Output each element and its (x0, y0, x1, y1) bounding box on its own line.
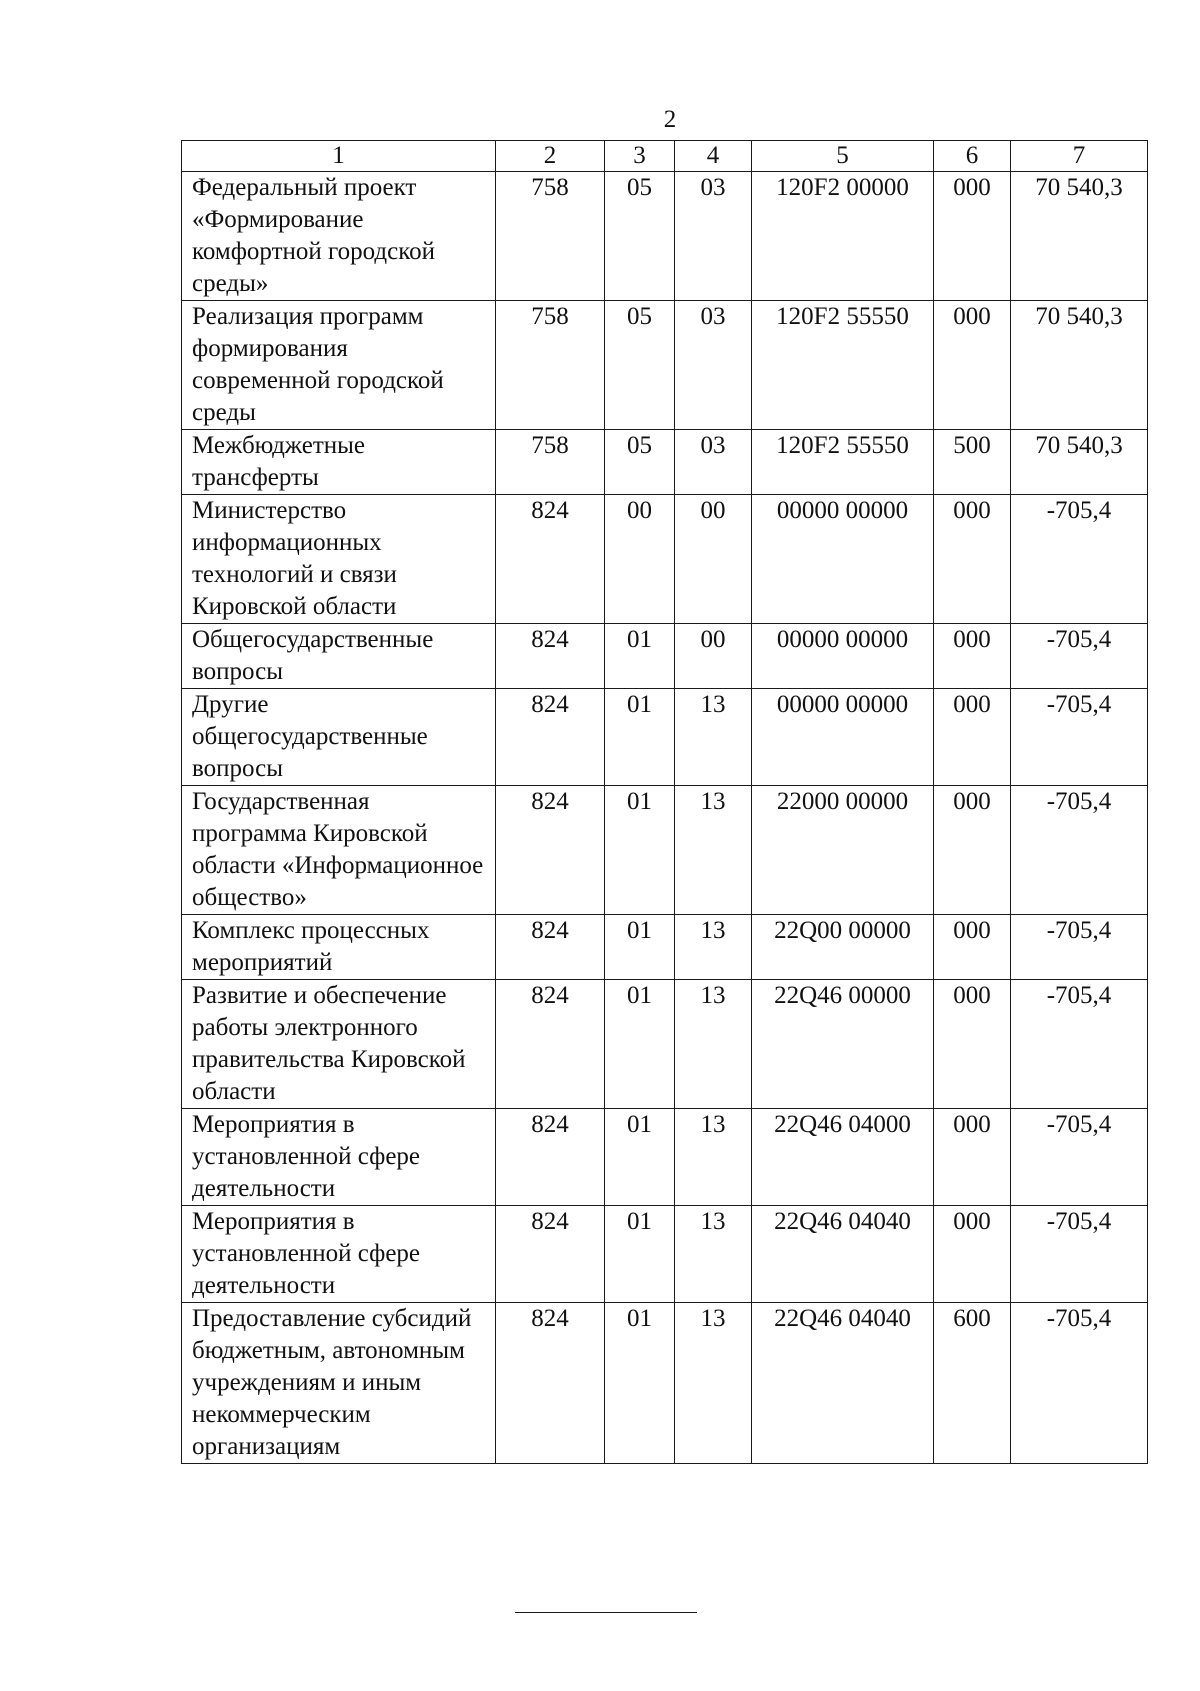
cell-name: Министерство информационных технологий и связи Кировской области (182, 495, 496, 624)
table-row (182, 172, 1148, 301)
cell-expense-type: 000 (934, 980, 1011, 1109)
cell-section: 01 (605, 689, 675, 786)
cell-section: 01 (605, 1206, 675, 1303)
cell-target-article: 22Q46 04040 (752, 1303, 934, 1464)
cell-name: Другие общегосударственные вопросы (182, 689, 496, 786)
cell-subsection: 13 (675, 1303, 752, 1464)
cell-ministry-code: 824 (496, 689, 605, 786)
cell-expense-type: 000 (934, 915, 1011, 980)
column-header: 5 (752, 141, 934, 172)
cell-ministry-code: 824 (496, 1303, 605, 1464)
cell-amount: -705,4 (1011, 980, 1148, 1109)
cell-subsection: 13 (675, 786, 752, 915)
cell-amount: -705,4 (1011, 495, 1148, 624)
cell-target-article: 00000 00000 (752, 689, 934, 786)
cell-amount: -705,4 (1011, 689, 1148, 786)
cell-expense-type: 500 (934, 430, 1011, 495)
cell-ministry-code: 824 (496, 1206, 605, 1303)
cell-section: 05 (605, 430, 675, 495)
cell-name: Комплекс процессных мероприятий (182, 915, 496, 980)
cell-expense-type: 000 (934, 1206, 1011, 1303)
cell-name: Федеральный проект «Формирование комфортной городской среды» (182, 172, 496, 301)
table-row (182, 915, 1148, 980)
cell-section: 05 (605, 301, 675, 430)
cell-subsection: 13 (675, 1109, 752, 1206)
cell-section: 01 (605, 915, 675, 980)
cell-expense-type: 000 (934, 624, 1011, 689)
cell-name: Мероприятия в установленной сфере деятельности (182, 1206, 496, 1303)
cell-amount: 70 540,3 (1011, 172, 1148, 301)
cell-target-article: 00000 00000 (752, 624, 934, 689)
cell-expense-type: 000 (934, 172, 1011, 301)
table-row (182, 430, 1148, 495)
cell-section: 00 (605, 495, 675, 624)
column-header: 4 (675, 141, 752, 172)
cell-expense-type: 600 (934, 1303, 1011, 1464)
cell-expense-type: 000 (934, 301, 1011, 430)
cell-expense-type: 000 (934, 786, 1011, 915)
cell-target-article: 120F2 55550 (752, 430, 934, 495)
cell-expense-type: 000 (934, 1109, 1011, 1206)
cell-expense-type: 000 (934, 495, 1011, 624)
cell-target-article: 22Q46 04000 (752, 1109, 934, 1206)
table-row (182, 980, 1148, 1109)
page-number: 2 (663, 106, 677, 133)
cell-ministry-code: 824 (496, 786, 605, 915)
cell-amount: 70 540,3 (1011, 301, 1148, 430)
table-row (182, 1206, 1148, 1303)
cell-subsection: 03 (675, 301, 752, 430)
cell-name: Предоставление субсидий бюджетным, автономным учреждениям и иным некоммерческим организациям (182, 1303, 496, 1464)
cell-ministry-code: 758 (496, 172, 605, 301)
cell-name: Межбюджетные трансферты (182, 430, 496, 495)
cell-amount: -705,4 (1011, 1109, 1148, 1206)
cell-target-article: 120F2 55550 (752, 301, 934, 430)
cell-amount: -705,4 (1011, 1303, 1148, 1464)
table-row (182, 624, 1148, 689)
column-header: 3 (605, 141, 675, 172)
table-row (182, 1303, 1148, 1464)
cell-section: 01 (605, 1109, 675, 1206)
footer-divider (515, 1612, 697, 1613)
cell-name: Мероприятия в установленной сфере деятельности (182, 1109, 496, 1206)
cell-target-article: 120F2 00000 (752, 172, 934, 301)
cell-name: Развитие и обеспечение работы электронного правительства Кировской области (182, 980, 496, 1109)
table-row (182, 689, 1148, 786)
cell-target-article: 22Q46 00000 (752, 980, 934, 1109)
table-row (182, 301, 1148, 430)
budget-table (181, 140, 1148, 1464)
table-row (182, 786, 1148, 915)
cell-subsection: 13 (675, 1206, 752, 1303)
cell-expense-type: 000 (934, 689, 1011, 786)
cell-subsection: 00 (675, 495, 752, 624)
cell-section: 05 (605, 172, 675, 301)
cell-amount: -705,4 (1011, 624, 1148, 689)
column-header: 7 (1011, 141, 1148, 172)
cell-amount: 70 540,3 (1011, 430, 1148, 495)
cell-ministry-code: 824 (496, 1109, 605, 1206)
cell-subsection: 00 (675, 624, 752, 689)
table-header-row (182, 141, 1148, 172)
cell-amount: -705,4 (1011, 1206, 1148, 1303)
column-header: 1 (182, 141, 496, 172)
cell-subsection: 13 (675, 915, 752, 980)
cell-target-article: 22Q46 04040 (752, 1206, 934, 1303)
cell-amount: -705,4 (1011, 786, 1148, 915)
cell-amount: -705,4 (1011, 915, 1148, 980)
cell-name: Реализация программ формирования современной городской среды (182, 301, 496, 430)
cell-target-article: 00000 00000 (752, 495, 934, 624)
cell-ministry-code: 824 (496, 495, 605, 624)
cell-name: Общегосударственные вопросы (182, 624, 496, 689)
cell-subsection: 03 (675, 430, 752, 495)
cell-ministry-code: 758 (496, 430, 605, 495)
cell-section: 01 (605, 980, 675, 1109)
cell-ministry-code: 824 (496, 915, 605, 980)
table-row (182, 1109, 1148, 1206)
cell-subsection: 13 (675, 980, 752, 1109)
cell-name: Государственная программа Кировской области «Информационное общество» (182, 786, 496, 915)
cell-subsection: 13 (675, 689, 752, 786)
column-header: 6 (934, 141, 1011, 172)
cell-subsection: 03 (675, 172, 752, 301)
cell-ministry-code: 824 (496, 980, 605, 1109)
cell-section: 01 (605, 624, 675, 689)
cell-section: 01 (605, 1303, 675, 1464)
cell-ministry-code: 758 (496, 301, 605, 430)
column-header: 2 (496, 141, 605, 172)
cell-section: 01 (605, 786, 675, 915)
cell-target-article: 22Q00 00000 (752, 915, 934, 980)
cell-ministry-code: 824 (496, 624, 605, 689)
table-row (182, 495, 1148, 624)
cell-target-article: 22000 00000 (752, 786, 934, 915)
